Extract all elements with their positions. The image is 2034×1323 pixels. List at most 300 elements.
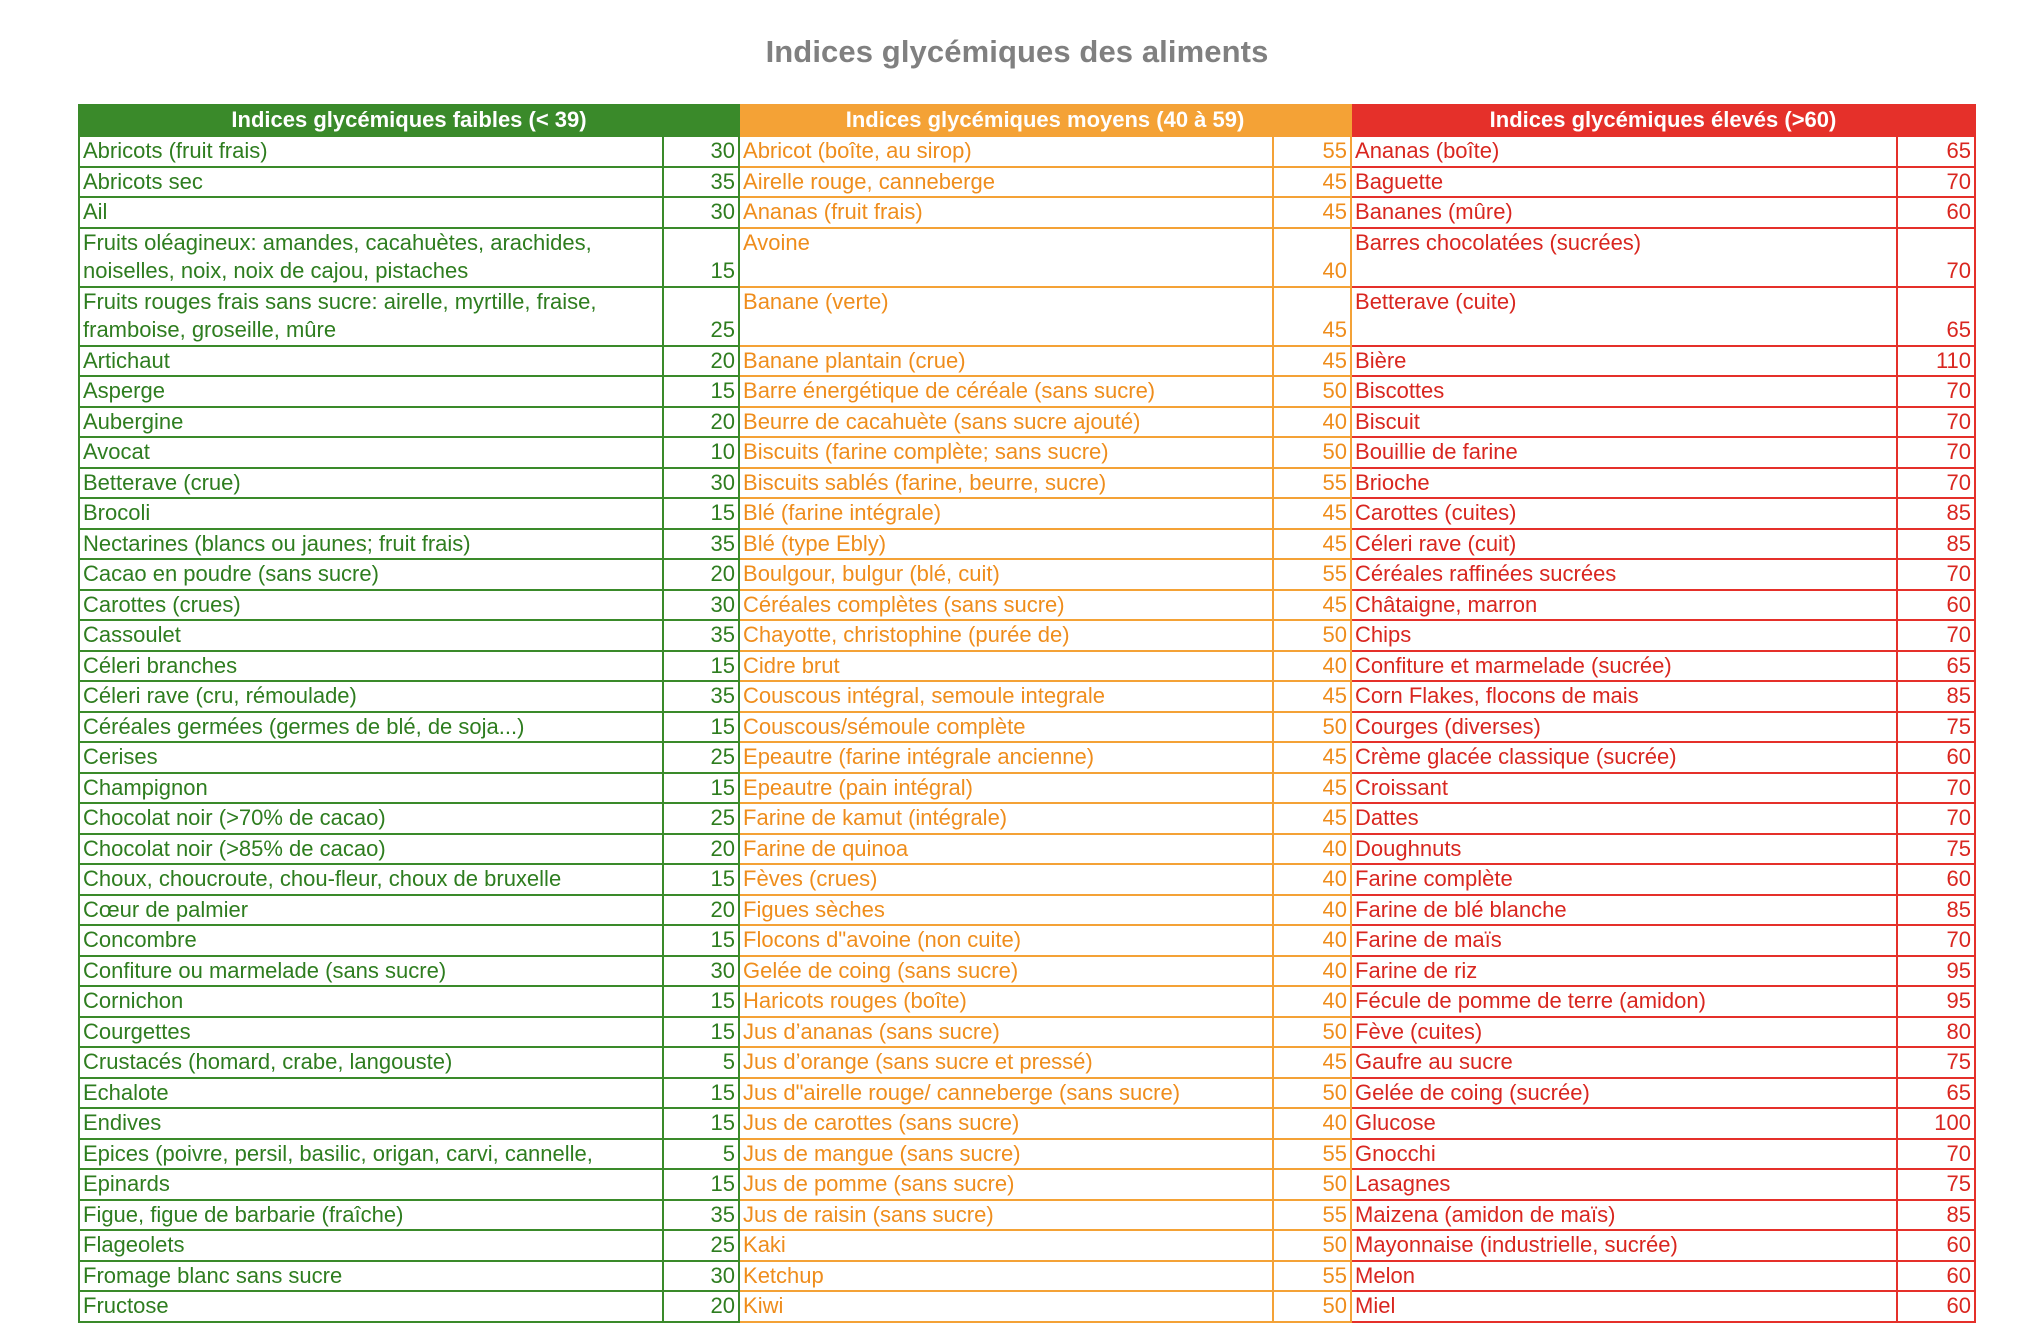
- table-row: [79, 712, 1975, 743]
- glycemic-index-value-high: 70: [1897, 167, 1975, 198]
- food-name-text: Courges (diverses): [1355, 713, 1541, 739]
- table-row: [79, 136, 1975, 167]
- glycemic-index-value-mid: 40: [1273, 651, 1351, 682]
- food-name-text: Epeautre (pain intégral): [743, 774, 973, 800]
- food-name-high: [1351, 167, 1897, 198]
- food-name-text: Brioche: [1355, 469, 1430, 495]
- food-name-low: [79, 287, 663, 346]
- food-name-text: Boulgour, bulgur (blé, cuit): [743, 561, 1000, 586]
- glycemic-index-value-mid: 50: [1273, 1169, 1351, 1200]
- glycemic-index-value-mid: 40: [1273, 925, 1351, 956]
- food-name-text: Airelle rouge, canneberge: [743, 168, 995, 194]
- header-high-gi: Indices glycémiques élevés (>60): [1351, 105, 1975, 136]
- glycemic-index-value-low: 35: [663, 529, 739, 560]
- food-name-mid: [739, 559, 1273, 590]
- glycemic-index-value-mid: 45: [1273, 681, 1351, 712]
- food-name-text: Concombre: [83, 927, 197, 952]
- glycemic-index-value-low: 35: [663, 1200, 739, 1231]
- food-name-high: [1351, 1169, 1897, 1200]
- food-name-mid: [739, 651, 1273, 682]
- food-name-high: [1351, 1291, 1897, 1322]
- food-name-text: Courgettes: [83, 1018, 191, 1044]
- food-name-text: Céréales raffinées sucrées: [1355, 561, 1617, 586]
- food-name-text: Blé (farine intégrale): [743, 500, 942, 525]
- glycemic-index-value-high: 65: [1897, 1078, 1975, 1109]
- glycemic-index-value-high: 70: [1897, 228, 1975, 287]
- food-name-low: [79, 346, 663, 377]
- food-name-high: [1351, 197, 1897, 228]
- food-name-mid: [739, 620, 1273, 651]
- food-name-text: Gelée de coing (sucrée): [1355, 1079, 1590, 1105]
- glycemic-index-value-low: 20: [663, 407, 739, 438]
- glycemic-index-value-mid: 55: [1273, 1139, 1351, 1170]
- glycemic-index-value-mid: 40: [1273, 834, 1351, 865]
- food-name-mid: [739, 864, 1273, 895]
- table-header-row: [79, 105, 1975, 136]
- glycemic-index-value-high: 70: [1897, 620, 1975, 651]
- glycemic-index-value-low: 15: [663, 651, 739, 682]
- food-name-text: Betterave (crue): [83, 469, 241, 495]
- food-name-text: Flageolets: [83, 1232, 185, 1257]
- glycemic-index-value-low: 15: [663, 925, 739, 956]
- food-name-mid: [739, 742, 1273, 773]
- glycemic-index-value-high: 75: [1897, 712, 1975, 743]
- food-name-high: [1351, 228, 1897, 287]
- food-name-text: Ananas (fruit frais): [743, 199, 923, 224]
- food-name-mid: [739, 956, 1273, 987]
- table-row: [79, 742, 1975, 773]
- food-name-low: [79, 681, 663, 712]
- food-name-mid: [739, 346, 1273, 377]
- food-name-high: [1351, 437, 1897, 468]
- food-name-text: Jus d’orange (sans sucre et pressé): [743, 1049, 1093, 1074]
- food-name-low: [79, 834, 663, 865]
- table-row: [79, 1139, 1975, 1170]
- food-name-mid: [739, 1169, 1273, 1200]
- glycemic-index-value-high: 95: [1897, 986, 1975, 1017]
- glycemic-index-value-high: 85: [1897, 498, 1975, 529]
- food-name-low: [79, 895, 663, 926]
- food-name-text: Farine de riz: [1355, 957, 1478, 983]
- glycemic-index-value-high: 70: [1897, 1139, 1975, 1170]
- food-name-mid: [739, 167, 1273, 198]
- food-name-low: [79, 925, 663, 956]
- food-name-low: [79, 864, 663, 895]
- food-name-text: Miel: [1355, 1293, 1396, 1318]
- food-name-text-line2: framboise, groseille, mûre: [83, 317, 337, 342]
- food-name-mid: [739, 1200, 1273, 1231]
- table-row: [79, 1078, 1975, 1109]
- glycemic-index-value-high: 95: [1897, 956, 1975, 987]
- food-name-text: Aubergine: [83, 408, 184, 434]
- food-name-text: Blé (type Ebly): [743, 530, 887, 556]
- food-name-high: [1351, 468, 1897, 499]
- food-name-text: Croissant: [1355, 774, 1448, 800]
- glycemic-index-value-low: 15: [663, 1108, 739, 1139]
- food-name-text: Gnocchi: [1355, 1140, 1436, 1166]
- glycemic-index-value-mid: 40: [1273, 986, 1351, 1017]
- glycemic-index-value-low: 25: [663, 287, 739, 346]
- table-row: [79, 1017, 1975, 1048]
- food-name-text: Cerises: [83, 744, 158, 769]
- food-name-low: [79, 590, 663, 621]
- food-name-text: Biscuits (farine complète; sans sucre): [743, 439, 1109, 464]
- table-row: [79, 1200, 1975, 1231]
- glycemic-index-value-mid: 55: [1273, 559, 1351, 590]
- food-name-mid: [739, 498, 1273, 529]
- food-name-text: Céleri rave (cuit): [1355, 530, 1517, 556]
- food-name-text: Barre énergétique de céréale (sans sucre): [743, 378, 1156, 403]
- glycemic-index-value-high: 110: [1897, 346, 1975, 377]
- food-name-low: [79, 742, 663, 773]
- glycemic-index-value-low: 30: [663, 956, 739, 987]
- glycemic-index-value-low: 30: [663, 136, 739, 167]
- food-name-mid: [739, 834, 1273, 865]
- food-name-text: Carottes (cuites): [1355, 500, 1517, 525]
- food-name-low: [79, 956, 663, 987]
- food-name-text: Nectarines (blancs ou jaunes; fruit frais): [83, 530, 471, 556]
- food-name-text: Farine de kamut (intégrale): [743, 805, 1008, 830]
- glycemic-index-value-high: 70: [1897, 803, 1975, 834]
- glycemic-index-value-high: 70: [1897, 773, 1975, 804]
- glycemic-index-value-mid: 45: [1273, 773, 1351, 804]
- food-name-mid: [739, 287, 1273, 346]
- food-name-mid: [739, 228, 1273, 287]
- glycemic-index-value-low: 15: [663, 986, 739, 1017]
- food-name-text: Chocolat noir (>70% de cacao): [83, 805, 386, 830]
- glycemic-index-value-high: 65: [1897, 136, 1975, 167]
- food-name-high: [1351, 620, 1897, 651]
- glycemic-index-value-low: 15: [663, 376, 739, 407]
- table-row: [79, 1169, 1975, 1200]
- glycemic-index-table: [78, 104, 1976, 1323]
- glycemic-index-value-high: 85: [1897, 529, 1975, 560]
- food-name-text: Kaki: [743, 1232, 786, 1257]
- glycemic-index-value-mid: 55: [1273, 1200, 1351, 1231]
- glycemic-index-value-low: 15: [663, 228, 739, 287]
- food-name-high: [1351, 1017, 1897, 1048]
- food-name-low: [79, 136, 663, 167]
- glycemic-index-value-low: 30: [663, 590, 739, 621]
- food-name-text: Couscous intégral, semoule integrale: [743, 683, 1105, 708]
- food-name-low: [79, 1078, 663, 1109]
- food-name-text: Farine de blé blanche: [1355, 896, 1567, 922]
- food-name-text: Farine complète: [1355, 866, 1513, 891]
- food-name-mid: [739, 1261, 1273, 1292]
- food-name-low: [79, 803, 663, 834]
- food-name-mid: [739, 986, 1273, 1017]
- food-name-mid: [739, 1108, 1273, 1139]
- food-name-high: [1351, 986, 1897, 1017]
- food-name-text: Fruits oléagineux: amandes, cacahuètes, arachides,: [83, 229, 592, 255]
- food-name-low: [79, 529, 663, 560]
- food-name-high: [1351, 864, 1897, 895]
- food-name-high: [1351, 925, 1897, 956]
- food-name-text-line2: noiselles, noix, noix de cajou, pistaches: [83, 258, 469, 283]
- food-name-low: [79, 167, 663, 198]
- glycemic-index-value-low: 15: [663, 712, 739, 743]
- food-name-high: [1351, 956, 1897, 987]
- glycemic-index-value-low: 15: [663, 498, 739, 529]
- food-name-low: [79, 468, 663, 499]
- glycemic-index-value-low: 20: [663, 1291, 739, 1322]
- glycemic-index-value-mid: 55: [1273, 136, 1351, 167]
- table-row: [79, 986, 1975, 1017]
- header-low-gi: Indices glycémiques faibles (< 39): [79, 105, 739, 136]
- food-name-mid: [739, 468, 1273, 499]
- table-row: [79, 590, 1975, 621]
- food-name-text: Ail: [83, 199, 108, 224]
- food-name-high: [1351, 1047, 1897, 1078]
- food-name-text: Fève (cuites): [1355, 1018, 1483, 1044]
- glycemic-index-value-mid: 50: [1273, 437, 1351, 468]
- food-name-low: [79, 559, 663, 590]
- table-row: [79, 1291, 1975, 1322]
- food-name-text: Jus d’ananas (sans sucre): [743, 1018, 1000, 1044]
- food-name-low: [79, 1169, 663, 1200]
- glycemic-index-value-low: 20: [663, 559, 739, 590]
- food-name-high: [1351, 1261, 1897, 1292]
- food-name-text: Epices (poivre, persil, basilic, origan, carvi, cannelle,: [83, 1140, 593, 1166]
- glycemic-index-value-mid: 40: [1273, 1108, 1351, 1139]
- glycemic-index-value-high: 70: [1897, 925, 1975, 956]
- glycemic-index-value-low: 25: [663, 742, 739, 773]
- food-name-text: Champignon: [83, 774, 208, 800]
- food-name-low: [79, 407, 663, 438]
- food-name-text: Bouillie de farine: [1355, 439, 1518, 464]
- table-row: [79, 956, 1975, 987]
- food-name-low: [79, 773, 663, 804]
- food-name-low: [79, 1291, 663, 1322]
- glycemic-index-value-mid: 45: [1273, 803, 1351, 834]
- glycemic-index-value-high: 70: [1897, 407, 1975, 438]
- glycemic-index-value-high: 70: [1897, 468, 1975, 499]
- glycemic-index-value-low: 15: [663, 1017, 739, 1048]
- food-name-high: [1351, 712, 1897, 743]
- glycemic-index-value-mid: 50: [1273, 1017, 1351, 1048]
- food-name-high: [1351, 1230, 1897, 1261]
- food-name-low: [79, 376, 663, 407]
- food-name-text: Céréales germées (germes de blé, de soja...): [83, 713, 525, 739]
- glycemic-index-value-mid: 55: [1273, 468, 1351, 499]
- glycemic-index-value-low: 30: [663, 197, 739, 228]
- glycemic-index-value-low: 35: [663, 167, 739, 198]
- food-name-mid: [739, 773, 1273, 804]
- food-name-text: Baguette: [1355, 168, 1444, 194]
- glycemic-index-value-low: 20: [663, 834, 739, 865]
- table-row: [79, 895, 1975, 926]
- glycemic-index-value-high: 70: [1897, 376, 1975, 407]
- food-name-low: [79, 197, 663, 228]
- glycemic-index-value-mid: 50: [1273, 1291, 1351, 1322]
- food-name-text: Glucose: [1355, 1110, 1436, 1135]
- food-name-text: Barres chocolatées (sucrées): [1355, 229, 1642, 255]
- table-row: [79, 529, 1975, 560]
- food-name-text: Biscuits sablés (farine, beurre, sucre): [743, 469, 1107, 495]
- glycemic-index-value-high: 65: [1897, 287, 1975, 346]
- food-name-mid: [739, 1230, 1273, 1261]
- food-name-text: Confiture ou marmelade (sans sucre): [83, 957, 447, 983]
- glycemic-index-value-low: 15: [663, 1169, 739, 1200]
- food-name-mid: [739, 529, 1273, 560]
- glycemic-index-value-low: 15: [663, 864, 739, 895]
- food-name-text: Couscous/sémoule complète: [743, 713, 1026, 739]
- table-row: [79, 834, 1975, 865]
- food-name-text: Banane (verte): [743, 288, 889, 314]
- food-name-high: [1351, 895, 1897, 926]
- food-name-text: Cidre brut: [743, 652, 840, 678]
- food-name-text: Cornichon: [83, 988, 184, 1013]
- table-row: [79, 407, 1975, 438]
- food-name-low: [79, 1108, 663, 1139]
- food-name-text: Crustacés (homard, crabe, langouste): [83, 1049, 453, 1074]
- food-name-text: Echalote: [83, 1079, 169, 1105]
- food-name-text: Cœur de palmier: [83, 896, 249, 922]
- food-name-low: [79, 228, 663, 287]
- table-row: [79, 559, 1975, 590]
- food-name-mid: [739, 895, 1273, 926]
- food-name-high: [1351, 1200, 1897, 1231]
- food-name-mid: [739, 1078, 1273, 1109]
- food-name-text: Ketchup: [743, 1262, 824, 1288]
- food-name-low: [79, 620, 663, 651]
- food-name-low: [79, 1200, 663, 1231]
- food-name-text: Ananas (boîte): [1355, 138, 1500, 163]
- food-name-mid: [739, 1047, 1273, 1078]
- food-name-high: [1351, 590, 1897, 621]
- food-name-text: Epinards: [83, 1171, 170, 1196]
- food-name-mid: [739, 681, 1273, 712]
- glycemic-index-value-mid: 45: [1273, 498, 1351, 529]
- food-name-high: [1351, 1108, 1897, 1139]
- food-name-text: Farine de quinoa: [743, 835, 909, 861]
- glycemic-index-value-low: 30: [663, 468, 739, 499]
- table-row: [79, 167, 1975, 198]
- glycemic-index-value-low: 20: [663, 346, 739, 377]
- glycemic-index-value-high: 75: [1897, 1047, 1975, 1078]
- table-row: [79, 620, 1975, 651]
- glycemic-index-value-mid: 45: [1273, 197, 1351, 228]
- table-row: [79, 228, 1975, 287]
- food-name-text: Banane plantain (crue): [743, 347, 966, 373]
- glycemic-index-value-low: 20: [663, 895, 739, 926]
- food-name-text: Chips: [1355, 622, 1412, 647]
- glycemic-index-value-mid: 40: [1273, 228, 1351, 287]
- food-name-text: Carottes (crues): [83, 591, 241, 617]
- glycemic-index-value-high: 100: [1897, 1108, 1975, 1139]
- food-name-high: [1351, 834, 1897, 865]
- food-name-low: [79, 1261, 663, 1292]
- food-name-high: [1351, 287, 1897, 346]
- glycemic-index-value-high: 60: [1897, 1230, 1975, 1261]
- food-name-text: Haricots rouges (boîte): [743, 988, 967, 1013]
- food-name-mid: [739, 407, 1273, 438]
- glycemic-index-value-mid: 40: [1273, 407, 1351, 438]
- table-row: [79, 925, 1975, 956]
- food-name-text: Fructose: [83, 1293, 169, 1318]
- glycemic-index-value-mid: 50: [1273, 1230, 1351, 1261]
- food-name-low: [79, 986, 663, 1017]
- glycemic-index-value-low: 30: [663, 1261, 739, 1292]
- food-name-mid: [739, 1291, 1273, 1322]
- food-name-text: Céréales complètes (sans sucre): [743, 591, 1065, 617]
- glycemic-index-value-high: 75: [1897, 1169, 1975, 1200]
- table-row: [79, 346, 1975, 377]
- food-name-text: Maizena (amidon de maïs): [1355, 1201, 1616, 1227]
- food-name-text: Gelée de coing (sans sucre): [743, 957, 1019, 983]
- food-name-low: [79, 498, 663, 529]
- food-name-text: Farine de maïs: [1355, 927, 1502, 952]
- table-row: [79, 1108, 1975, 1139]
- food-name-text: Gaufre au sucre: [1355, 1049, 1513, 1074]
- food-name-text: Jus de mangue (sans sucre): [743, 1140, 1021, 1166]
- food-name-text: Beurre de cacahuète (sans sucre ajouté): [743, 408, 1141, 434]
- food-name-text: Asperge: [83, 378, 165, 403]
- glycemic-index-value-low: 5: [663, 1139, 739, 1170]
- glycemic-index-value-mid: 45: [1273, 742, 1351, 773]
- glycemic-index-value-high: 60: [1897, 590, 1975, 621]
- food-name-mid: [739, 136, 1273, 167]
- food-name-mid: [739, 1139, 1273, 1170]
- food-name-high: [1351, 559, 1897, 590]
- table-row: [79, 773, 1975, 804]
- food-name-high: [1351, 803, 1897, 834]
- food-name-text: Melon: [1355, 1262, 1415, 1288]
- glycemic-index-value-high: 85: [1897, 1200, 1975, 1231]
- food-name-low: [79, 1047, 663, 1078]
- food-name-high: [1351, 651, 1897, 682]
- food-name-mid: [739, 376, 1273, 407]
- glycemic-index-value-mid: 45: [1273, 1047, 1351, 1078]
- food-name-text: Abricots (fruit frais): [83, 138, 268, 163]
- table-row: [79, 197, 1975, 228]
- table-body: [79, 136, 1975, 1322]
- glycemic-index-value-high: 85: [1897, 895, 1975, 926]
- food-name-high: [1351, 407, 1897, 438]
- table-row: [79, 468, 1975, 499]
- food-name-high: [1351, 136, 1897, 167]
- food-name-text: Chocolat noir (>85% de cacao): [83, 835, 386, 861]
- glycemic-index-value-mid: 50: [1273, 712, 1351, 743]
- food-name-low: [79, 1230, 663, 1261]
- glycemic-index-value-high: 85: [1897, 681, 1975, 712]
- glycemic-index-value-high: 70: [1897, 559, 1975, 590]
- food-name-text: Artichaut: [83, 347, 170, 373]
- table-row: [79, 651, 1975, 682]
- glycemic-index-value-high: 60: [1897, 197, 1975, 228]
- food-name-mid: [739, 437, 1273, 468]
- food-name-text: Bananes (mûre): [1355, 199, 1513, 224]
- food-name-text: Avoine: [743, 229, 810, 255]
- glycemic-index-value-low: 5: [663, 1047, 739, 1078]
- food-name-text: Figues sèches: [743, 896, 885, 922]
- food-name-low: [79, 437, 663, 468]
- glycemic-index-value-high: 70: [1897, 437, 1975, 468]
- food-name-text: Mayonnaise (industrielle, sucrée): [1355, 1232, 1678, 1257]
- food-name-high: [1351, 376, 1897, 407]
- food-name-text: Jus de raisin (sans sucre): [743, 1201, 994, 1227]
- table-row: [79, 681, 1975, 712]
- food-name-text: Crème glacée classique (sucrée): [1355, 744, 1677, 769]
- glycemic-index-value-mid: 45: [1273, 346, 1351, 377]
- food-name-text: Jus de carottes (sans sucre): [743, 1110, 1020, 1135]
- glycemic-index-value-high: 60: [1897, 1261, 1975, 1292]
- food-name-text: Abricots sec: [83, 168, 203, 194]
- glycemic-index-value-low: 35: [663, 681, 739, 712]
- food-name-text: Céleri rave (cru, rémoulade): [83, 683, 357, 708]
- food-name-high: [1351, 346, 1897, 377]
- food-name-high: [1351, 742, 1897, 773]
